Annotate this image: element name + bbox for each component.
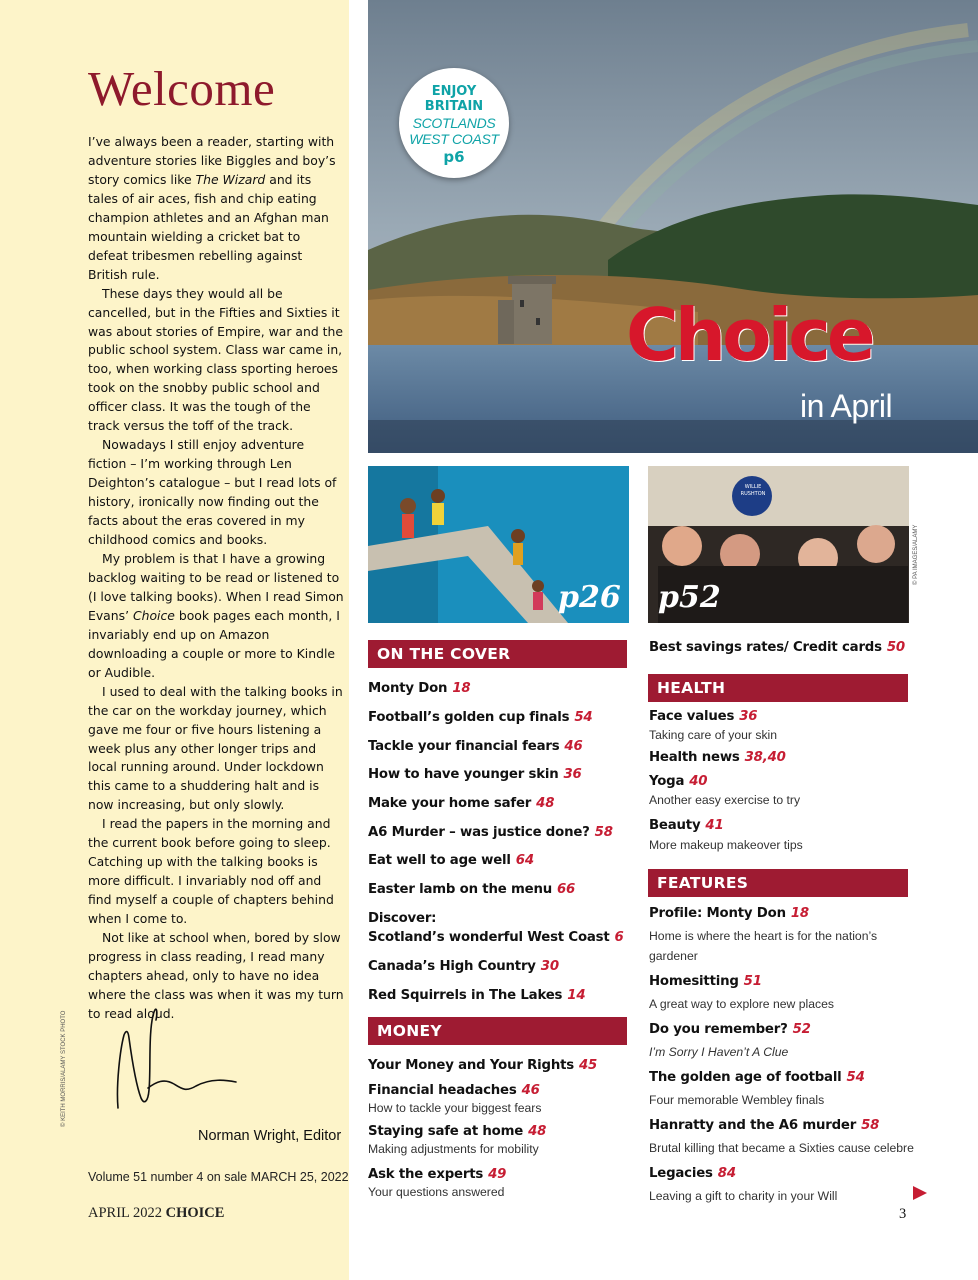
- toc-entry[interactable]: Football’s golden cup finals 54: [368, 710, 593, 725]
- toc-entry[interactable]: Health news 38,40: [649, 750, 786, 765]
- letter-paragraph: My problem is that I have a growing backlog waiting to be read or listened to (I love talking books). When I read Simon Evans’ Choice book pages each month, I invariably end up on Amazon downloading a couple or more to Kindle or Audible.: [88, 550, 344, 680]
- letter-paragraph: Not like at school when, bored by slow progress in class reading, I read many chapters ahead, only to have no idea where the class was when it was my turn to read aloud.: [88, 930, 344, 1021]
- letter-paragraph: I read the papers in the morning and the current book before going to sleep. Catching up with the talking books is more difficult. I invariably nod off and find myself a couple of chapters behind when I come to.: [88, 816, 334, 927]
- section-money: MONEY: [368, 1017, 627, 1045]
- section-features: FEATURES: [648, 869, 908, 897]
- enjoy-britain-badge[interactable]: ENJOY BRITAIN SCOTLANDS WEST COAST p6: [399, 68, 509, 178]
- toc-entry[interactable]: A6 Murder – was justice done? 58: [368, 825, 613, 840]
- toc-entry[interactable]: Beauty 41: [649, 818, 724, 833]
- photo-credit: © KEITH MORRIS/ALAMY STOCK PHOTO: [61, 1010, 67, 1127]
- toc-entry[interactable]: Easter lamb on the menu 66: [368, 882, 576, 897]
- toc-entry[interactable]: Discover:: [368, 911, 437, 926]
- toc-entry[interactable]: Eat well to age well 64: [368, 853, 534, 868]
- editor-letter: [88, 133, 344, 1024]
- choice-logo: Choice: [626, 293, 872, 377]
- toc-subtitle: Your questions answered: [368, 1185, 505, 1199]
- toc-subtitle: gardener: [649, 949, 698, 963]
- photo-page-label: p52: [658, 580, 721, 615]
- toc-subtitle: Leaving a gift to charity in your Will: [649, 1189, 838, 1203]
- welcome-title: Welcome: [88, 61, 276, 116]
- toc-entry[interactable]: Ask the experts 49: [368, 1167, 507, 1182]
- toc-entry[interactable]: Hanratty and the A6 murder 58: [649, 1118, 880, 1133]
- letter-paragraph: I used to deal with the talking books in the car on the workday journey, which gave me four or five hours listening a week plus any other longer trips and local running around. Under lockdown this came to a shuddering halt and is now increasing, but only slowly.: [88, 683, 343, 813]
- footer-issue: APRIL 2022 CHOICE: [88, 1205, 225, 1221]
- toc-entry[interactable]: Your Money and Your Rights 45: [368, 1058, 598, 1073]
- editor-name: Norman Wright, Editor: [198, 1128, 342, 1144]
- toc-entry[interactable]: Homesitting 51: [649, 974, 762, 989]
- next-page-arrow-icon[interactable]: [913, 1186, 927, 1200]
- swimming-photo[interactable]: [368, 466, 629, 623]
- toc-subtitle: Another easy exercise to try: [649, 793, 801, 807]
- toc-subtitle: How to tackle your biggest fears: [368, 1101, 542, 1115]
- editor-column: [0, 0, 349, 1280]
- toc-entry[interactable]: Monty Don 18: [368, 681, 471, 696]
- issue-volume: Volume 51 number 4 on sale MARCH 25, 2022: [88, 1170, 349, 1184]
- toc-subtitle: I’m Sorry I Haven’t A Clue: [649, 1045, 789, 1059]
- section-on-the-cover: ON THE COVER: [368, 640, 627, 668]
- toc-entry[interactable]: Tackle your financial fears 46: [368, 739, 583, 754]
- editor-signature: [96, 990, 246, 1115]
- toc-entry[interactable]: Staying safe at home 48: [368, 1124, 547, 1139]
- in-april-subtitle: in April: [800, 388, 893, 424]
- toc-entry[interactable]: Profile: Monty Don 18: [649, 906, 809, 921]
- letter-paragraph: Nowadays I still enjoy adventure fiction – I’m working through Len Deighton’s catalogue – but I read lots of history, ironically now finding out the facts about the eras covered in my childhood comics and books.: [88, 437, 337, 548]
- plaque-text: WILLIE: [744, 484, 762, 490]
- toc-subtitle: More makeup makeover tips: [649, 838, 803, 852]
- photo-credit: © PA IMAGES/ALAMY: [913, 524, 919, 585]
- toc-entry[interactable]: Scotland’s wonderful West Coast 6: [368, 930, 624, 945]
- toc-subtitle: Making adjustments for mobility: [368, 1142, 539, 1156]
- toc-entry[interactable]: Do you remember? 52: [649, 1022, 811, 1037]
- toc-entry[interactable]: Face values 36: [649, 709, 758, 724]
- toc-subtitle: Taking care of your skin: [649, 728, 778, 742]
- toc-subtitle: Home is where the heart is for the nation’s: [649, 929, 878, 943]
- photo-page-label: p26: [558, 580, 621, 615]
- toc-subtitle: A great way to explore new places: [649, 997, 834, 1011]
- toc-entry[interactable]: Legacies 84: [649, 1166, 736, 1181]
- letter-paragraph: These days they would all be cancelled, but in the Fifties and Sixties it was about stories of Empire, war and the public school system. Class war came in, too, when working class sporting heroes took on the snobby public school and officer class. It was the tough of the track versus the toff of the track.: [88, 285, 344, 434]
- page-number: 3: [899, 1206, 907, 1222]
- badge-page: p6: [443, 148, 465, 166]
- toc-entry[interactable]: Yoga 40: [649, 774, 708, 789]
- toc-entry[interactable]: How to have younger skin 36: [368, 767, 582, 782]
- toc-entry[interactable]: Best savings rates/ Credit cards 50: [649, 640, 905, 655]
- toc-entry[interactable]: The golden age of football 54: [649, 1070, 865, 1085]
- toc-entry[interactable]: Financial headaches 46: [368, 1083, 540, 1098]
- comedians-photo[interactable]: [648, 466, 909, 623]
- toc-entry[interactable]: Make your home safer 48: [368, 796, 555, 811]
- letter-paragraph: I’ve always been a reader, starting with adventure stories like Biggles and boy’s story comics like The Wizard and its tales of air aces, fish and chip eating champion athletes and an Afghan man mountain wielding a cricket bat to defeat tribesmen rebelling against British rule.: [88, 134, 336, 282]
- section-health: HEALTH: [648, 674, 908, 702]
- toc-entry[interactable]: Canada’s High Country 30: [368, 959, 559, 974]
- toc-subtitle: Four memorable Wembley finals: [649, 1093, 825, 1107]
- plaque-text: RUSHTON: [740, 491, 766, 497]
- toc-entry[interactable]: Red Squirrels in The Lakes 14: [368, 988, 586, 1003]
- toc-subtitle: Brutal killing that became a Sixties cause celebre: [649, 1141, 914, 1155]
